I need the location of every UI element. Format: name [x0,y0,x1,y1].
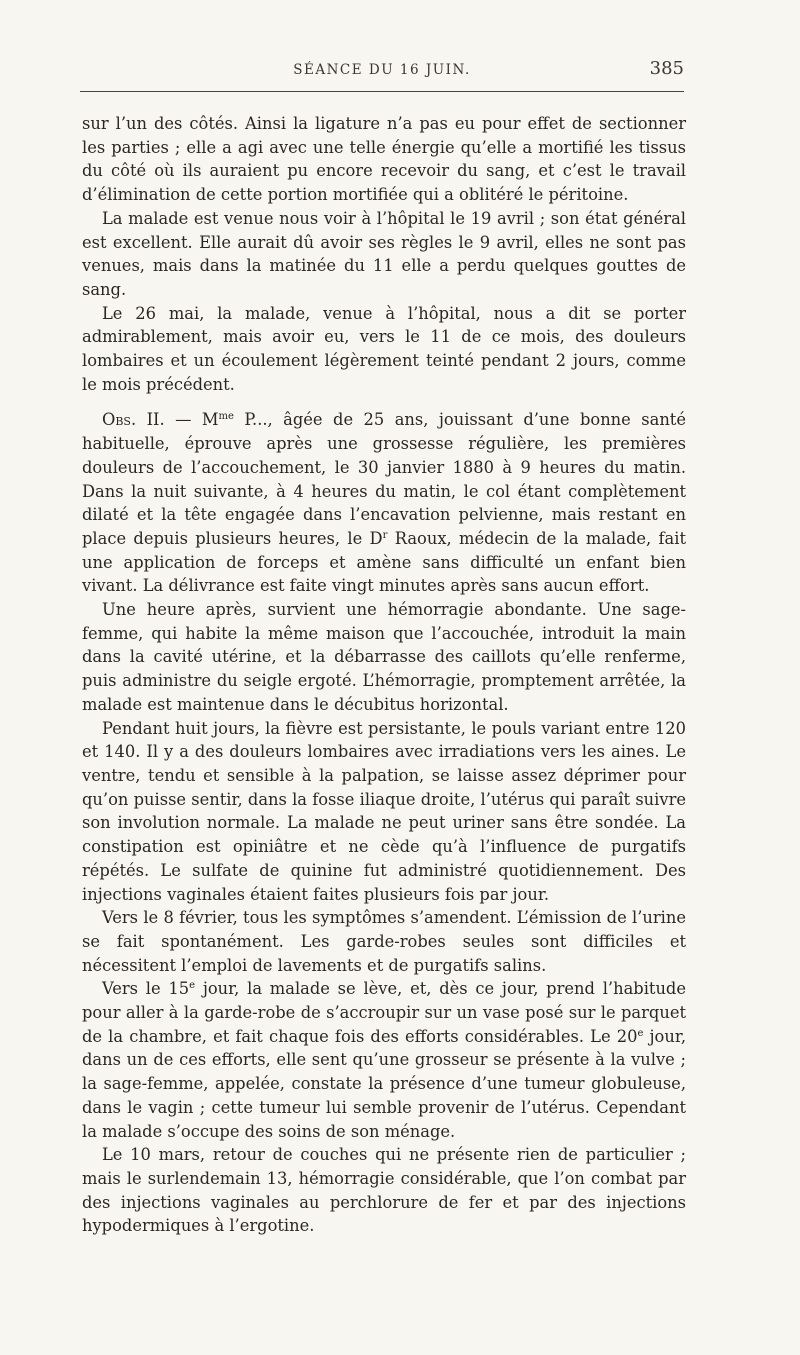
p8-sup-b: e [637,1027,644,1039]
page-header [80,58,684,86]
paragraph-1: sur l’un des côtés. Ainsi la ligature n’a pas eu pour effet de sectionner les parties ; elle a agi avec une telle énergie qu’elle a mortifié les tissus du côté où ils auraient pu encore recevoir du sang, et c’est le travail d’élimination de cette portion mortifiée qui a oblitéré le péritoine. [82,114,686,205]
p8-text-c: jour, dans un de ces efforts, elle sent qu’une grosseur se présente à la vulve ; la sage-femme, appelée, constate la présence d’une tumeur globuleuse, dans le vagin ; cette tumeur lui semble provenir de l’utérus. Cependant la malade s’occupe des soins de son ménage. [82,1026,686,1141]
obs-text-2: Raoux, médecin de la malade, fait une application de forceps et amène sans difficulté un enfant bien vivant. La délivrance est faite vingt minutes après sans aucun effort. [82,528,686,596]
dr-superscript: r [382,529,388,541]
p8-text-b: jour, la malade se lève, et, dès ce jour, prend l’habitude pour aller à la garde-robe de s’accroupir sur un vase posé sur le parquet de la chambre, et fait chaque fois des efforts considérables. Le 20 [82,979,686,1046]
paragraph-8 [82,977,686,1143]
body-text [82,112,686,1238]
paragraph-2: La malade est venue nous voir à l’hôpital le 19 avril ; son état général est excellent. Elle aurait dû avoir ses règles le 9 avril, elles ne sont pas venues, mais dans la matinée du 11 elle a perdu quelques gouttes de sang. [82,208,686,299]
paragraph-5: Une heure après, survient une hémorragie abondante. Une sage-femme, qui habite la même maison que l’accouchée, introduit la main dans la cavité utérine, et la débarrasse des caillots qu’elle renferme, puis administre du seigle ergoté. L’hémorragie, promptement arrêtée, la malade est maintenue dans le décubitus horizontal. [82,600,686,714]
running-title: SÉANCE DU 16 JUIN. [293,62,471,78]
obs-text-1: P..., âgée de 25 ans, jouissant d’une bonne santé habituelle, éprouve après une grossesse régulière, les premières douleurs de l’accouchement, le 30 janvier 1880 à 9 heures du matin. Dans la nuit suivante, à 4 heures du matin, le col étant complètement dilaté et la tête engagée dans l’encavation pelvienne, mais restant en place depuis plusieurs heures, le D [82,410,686,548]
mme-superscript: me [218,411,234,423]
observation-label: Obs. II. [102,410,165,430]
header-rule [80,91,684,92]
obs-dash: — M [164,410,219,430]
paragraph-9: Le 10 mars, retour de couches qui ne présente rien de particulier ; mais le surlendemain 13, hémorragie considérable, que l’on combat par des injections vaginales au perchlorure de fer et par des injections hypodermiques à l’ergotine. [82,1145,686,1236]
paragraph-6: Pendant huit jours, la fièvre est persistante, le pouls variant entre 120 et 140. Il y a des douleurs lombaires avec irradiations vers les aines. Le ventre, tendu et sensible à la palpation, se laisse assez déprimer pour qu’on puisse sentir, dans la fosse iliaque droite, l’utérus qui paraît suivre son involution normale. La malade ne peut uriner sans être sondée. La constipation est opiniâtre et ne cède qu’à l’influence de purgatifs répétés. Le sulfate de quinine fut administré quotidiennement. Des injections vaginales étaient faites plusieurs fois par jour. [82,718,686,904]
p8-sup-a: e [189,980,196,992]
paragraph-7: Vers le 8 février, tous les symptômes s’amendent. L’émission de l’urine se fait spontanément. Les garde-robes seules sont difficiles et nécessitent l’emploi de lavements et de purgatifs salins. [82,908,686,975]
page-number: 385 [649,58,684,79]
p8-text-a: Vers le 15 [102,979,190,999]
paragraph-3: Le 26 mai, la malade, venue à l’hôpital, nous a dit se porter admirablement, mais avoir eu, vers le 11 de ce mois, des douleurs lombaires et un écoulement légèrement teinté pendant 2 jours, comme le mois précédent. [82,303,686,394]
paragraph-observation [82,408,686,598]
